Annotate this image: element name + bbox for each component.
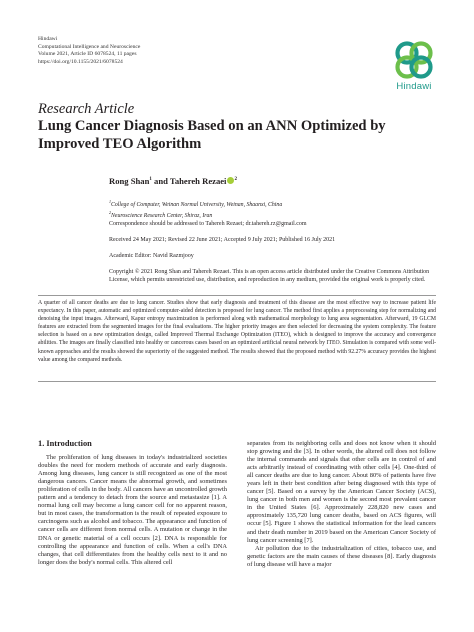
- affiliation-marker: 2: [234, 177, 237, 183]
- divider: [38, 295, 436, 296]
- author-name[interactable]: Tahereh Rezaei: [169, 176, 227, 186]
- affiliations: [109, 198, 282, 220]
- abstract: A quarter of all cancer deaths are due to lung cancer. Studies show that early diagnosis and treatment of this disease are the most effective way to increase patient life expectancy. In this paper, automatic and optimized computer-aided detection is proposed for lung cancer. The method first applies a preprocessing step for normalizing and denoising the input images. Afterward, Kapur entropy maximization is performed along with mathematical morphology to lung area segmentation. Afterward, 19 GLCM features are extracted from the segmented images for the final evaluations. The higher priority images are then selected for decreasing the system complexity. The feature selection is based on a new optimization design, called Improved Thermal Exchange Optimization (ITEO), which is designed to improve the accuracy and convergence abilities. The images are finally classified into healthy or cancerous cases based on an optimized artificial neural network by ITEO. Simulation is compared with some well-known approaches and the results showed the superiority of the suggested method. The results showed that the proposed method with 92.27% accuracy provides the highest value among the compared methods.: [38, 300, 436, 363]
- copyright-notice: Copyright © 2021 Rong Shan and Tahereh Rezaei. This is an open access article distributed under the Creative Commons Attribution License, which permits unrestricted use, distribution, and reproduction in any medium, provided the original work is properly cited.: [109, 269, 430, 284]
- divider: [38, 381, 436, 382]
- affiliation-text: Neuroscience Research Center, Shiraz, Iran: [111, 212, 213, 219]
- author-list: [109, 176, 237, 186]
- body-paragraph: Air pollution due to the industrialization of cities, tobacco use, and genetic factors are the main causes of these diseases [8]. Early diagnosis of lung disease will have a major: [247, 544, 436, 568]
- journal-name: Computational Intelligence and Neuroscience: [38, 43, 141, 50]
- affiliation-marker: 1: [109, 199, 111, 204]
- affiliation-1: [109, 198, 282, 209]
- author-separator: and: [151, 176, 170, 186]
- publisher-name: Hindawi: [38, 36, 58, 42]
- section-heading: 1. Introduction: [38, 439, 92, 448]
- body-paragraph: separates from its neighboring cells and does not know when it should stop growing and die [3]. In other words, the altered cell does not follow the internal commands and signals that other cells are in control of and acts arbitrarily instead of coordinating with other cells [4]. One-third of all cancer deaths are due to lung cancer. About 80% of patients have five years left in their best condition after being diagnosed with this type of cancer [5]. Based on a survey by the American Cancer Society (ACS), lung cancer in both men and women is the second most prevalent cancer in the United States [6]. Approximately 228,820 new cases and approximately 135,720 lung cancer deaths, based on ACS figures, will occur [5]. Figure 1 shows the statistical information for the lead cancers and their death number in 2019 based on the American Cancer Society of lung cancer screening [7].: [247, 440, 436, 544]
- hindawi-logo-text: Hindawi: [396, 81, 432, 92]
- author-name[interactable]: Rong Shan: [109, 176, 150, 186]
- journal-meta: [38, 36, 298, 66]
- affiliation-marker: 2: [109, 209, 111, 215]
- doi-link[interactable]: https://doi.org/10.1155/2021/6078524: [38, 58, 123, 65]
- article-type: Research Article: [38, 101, 135, 117]
- left-column: [38, 440, 227, 567]
- publication-dates: Received 24 May 2021; Revised 22 June 2021; Accepted 9 July 2021; Published 16 July 2021: [109, 237, 336, 243]
- article-title: Lung Cancer Diagnosis Based on an ANN Optimized by Improved TEO Algorithm: [38, 118, 386, 152]
- academic-editor: Academic Editor: Navid Razmjooy: [109, 253, 194, 259]
- correspondence: Correspondence should be addressed to Tahereh Rezaei; dr.tahereh.rz@gmail.com: [109, 221, 307, 227]
- affiliation-2: [109, 209, 282, 220]
- affiliation-marker: 1: [149, 177, 152, 183]
- body-paragraph: The proliferation of lung diseases in today's industrialized societies doubles the need for modern methods of accurate and early diagnosis. Among lung diseases, lung cancer is still recognized as one of the most dangerous cancers. Cancer means the abnormal growth, and sometimes proliferation of cells in the body. All cancers have an uncontrolled growth pattern and a tendency to detach from the source and metastasize [1]. A normal lung cell may become a lung cancer cell for no apparent reason, but in most cases, the transformation is the result of repeated exposure to carcinogens such as alcohol and tobacco. The appearance and function of cancer cells are different from normal cells. A mutation or change in the DNA or genetic material of a cell occurs [2]. DNA is responsible for controlling the appearance and function of cells. When a cell's DNA changes, that cell differentiates from the healthy cells next to it and no longer does the body's normal cells. This altered cell: [38, 454, 227, 566]
- affiliation-text: College of Computer, Weinan Normal University, Weinan, Shaanxi, China: [111, 201, 283, 208]
- right-column: [247, 440, 436, 569]
- volume-info: Volume 2021, Article ID 6078524, 11 pages: [38, 51, 137, 58]
- hindawi-logo-icon: [392, 38, 436, 82]
